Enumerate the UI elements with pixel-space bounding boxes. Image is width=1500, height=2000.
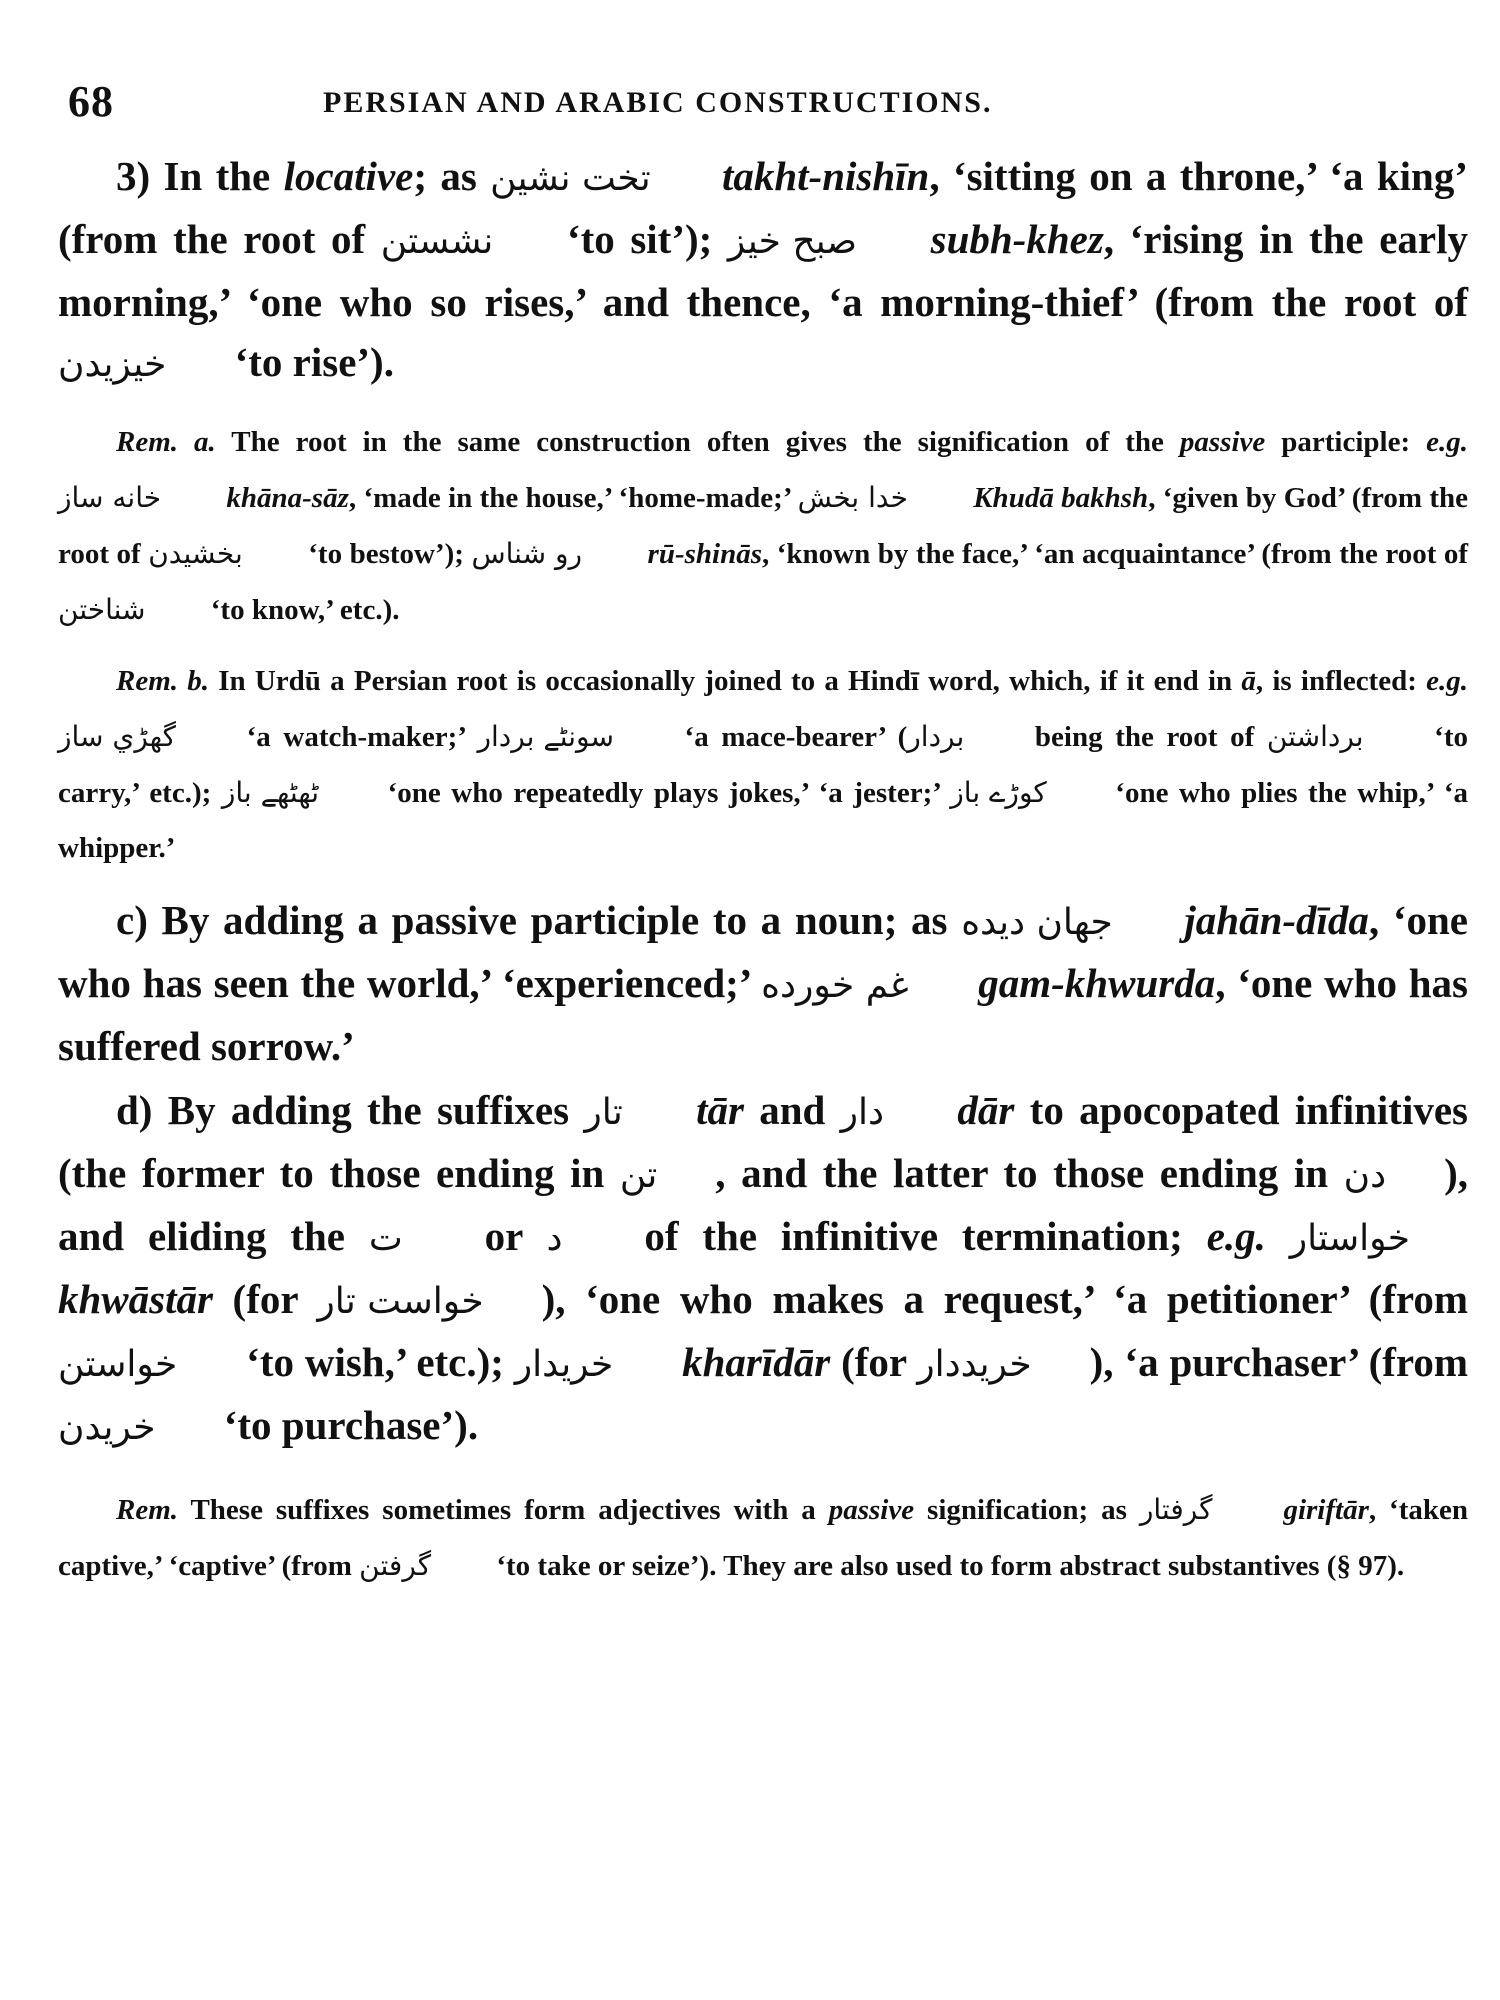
persian-word: خواست تار	[317, 1281, 484, 1322]
persian-word: کوڑے باز	[950, 776, 1047, 809]
persian-word: خدا بخش	[797, 481, 908, 514]
remark-label: Rem.	[116, 1494, 179, 1526]
remark-c: Rem. These suffixes sometimes form adjectives with a passive signification; as گرفتار giriftār, ‘taken captive,’ ‘captive’ (from گرفتن ‘to take or seize’). They are also used to form abstract substantives (§ 97).	[58, 1482, 1468, 1594]
persian-word: تار	[584, 1092, 623, 1133]
paragraph-locative: 3) In the locative; as تخت نشين takht-nishīn, ‘sitting on a throne,’ ‘a king’ (from the root of نشستن ‘to sit’); صبح خيز subh-khez, ‘rising in the early morning,’ ‘one who so rises,’ and thence, ‘a morning-thief’ (from the root of خيزيدن ‘to rise’).	[58, 146, 1468, 395]
persian-word: غم خورده	[761, 965, 909, 1006]
persian-word: خواستار	[1289, 1218, 1410, 1259]
remark-b: Rem. b. In Urdū a Persian root is occasionally joined to a Hindī word, which, if it end in ā, is inflected: e.g. گھڑي ساز ‘a watch-maker;’ سونٹے بردار ‘a mace-bearer’ (بردار being the root of برداشتن ‘to carry,’ etc.); ٹھٹھے باز ‘one who repeatedly plays jokes,’ ‘a jester;’ کوڑے باز ‘one who plies the whip,’ ‘a whipper.’	[58, 665, 1468, 864]
persian-word: گرفتن	[359, 1549, 432, 1582]
persian-word: شناختن	[58, 593, 146, 626]
page-header	[58, 70, 1468, 130]
persian-word: خانه ساز	[58, 481, 162, 514]
persian-word: برداشتن	[1266, 720, 1364, 753]
persian-word: دن	[1343, 1155, 1387, 1196]
persian-word: ٹھٹھے باز	[221, 776, 320, 809]
persian-word: بخشيدن	[148, 537, 243, 570]
persian-word: دار	[840, 1092, 885, 1133]
persian-word: تن	[619, 1155, 658, 1196]
running-title: PERSIAN AND ARABIC CONSTRUCTIONS.	[323, 86, 993, 119]
persian-word: رو شناس	[471, 537, 583, 570]
persian-word: بردار	[907, 720, 965, 753]
paragraph-c: c) By adding a passive participle to a noun; as جهان ديده jahān-dīda, ‘one who has seen the world,’ ‘experienced;’ غم خورده gam-khwurda, ‘one who has suffered sorrow.’	[58, 890, 1468, 1076]
book-page	[58, 70, 1468, 1594]
remark-label: Rem. a.	[116, 426, 216, 458]
persian-word: جهان ديده	[961, 902, 1113, 943]
persian-word: گرفتار	[1139, 1493, 1213, 1526]
persian-word: صبح خيز	[727, 221, 857, 262]
persian-word: د	[546, 1218, 563, 1259]
persian-word: سونٹے بردار	[477, 720, 614, 753]
persian-word: خريدار	[514, 1344, 614, 1385]
persian-word: خريدن	[58, 1407, 156, 1448]
paragraph-d: d) By adding the suffixes تار tār and دار dār to apocopated infinitives (the former to those ending in تن , and the latter to those ending in دن ), and eliding the ت or د of the infinitive termination; e.g. خواستار khwāstār (for خواست تار ), ‘one who makes a request,’ ‘a petitioner’ (from خواستن ‘to wish,’ etc.); خريدار kharīdār (for خريددار ), ‘a purchaser’ (from خريدن ‘to purchase’).	[58, 1080, 1468, 1458]
persian-word: نشستن	[380, 221, 494, 262]
page-number: 68	[68, 77, 114, 126]
remark-a: Rem. a. The root in the same construction often gives the signification of the passive participle: e.g. خانه ساز khāna-sāz, ‘made in the house,’ ‘home-made;’ خدا بخش Khudā bakhsh, ‘given by God’ (from the root of بخشيدن ‘to bestow’); رو شناس rū-shinās, ‘known by the face,’ ‘an acquaintance’ (from the root of شناختن ‘to know,’ etc.).	[58, 415, 1468, 638]
persian-word: خيزيدن	[58, 344, 167, 385]
persian-word: تخت نشين	[490, 158, 651, 199]
persian-word: گھڑي ساز	[58, 720, 177, 753]
remark-label: Rem. b.	[116, 665, 209, 697]
persian-word: ت	[368, 1218, 403, 1259]
persian-word: خواستن	[58, 1344, 178, 1385]
persian-word: خريددار	[917, 1344, 1032, 1385]
